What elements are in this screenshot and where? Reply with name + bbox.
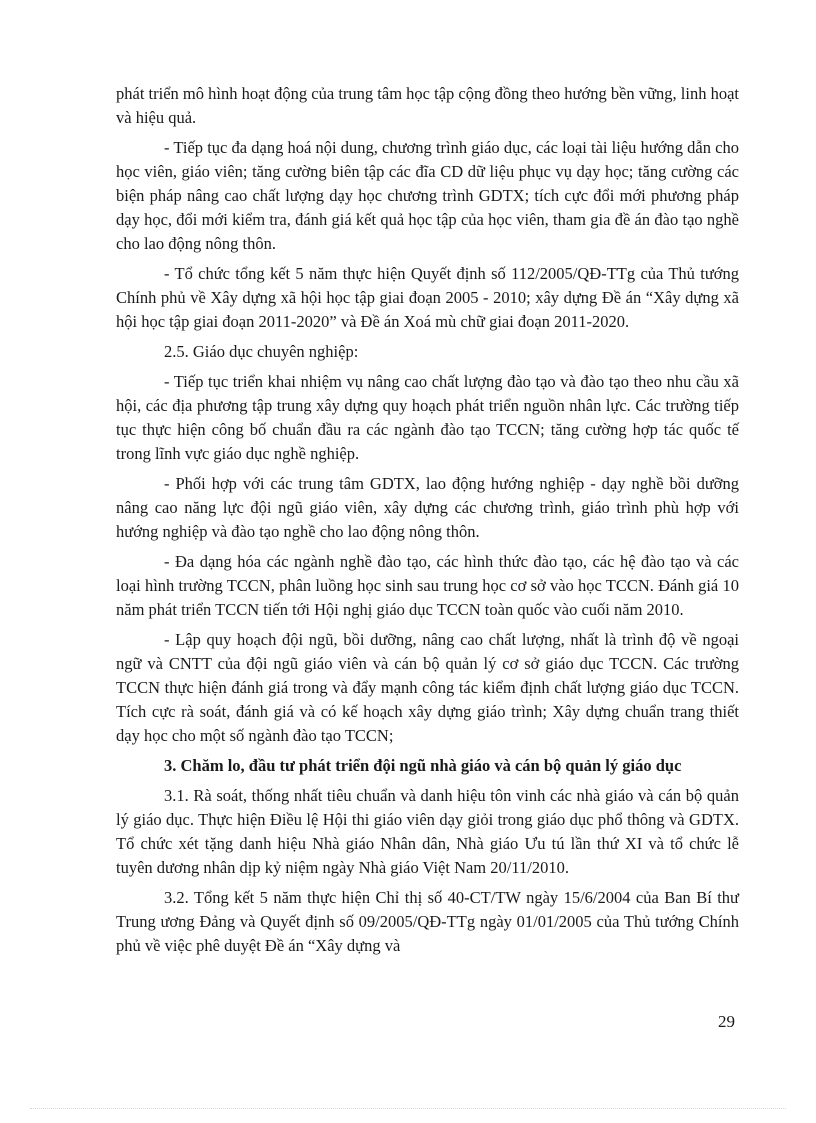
section-heading: 3. Chăm lo, đầu tư phát triển đội ngũ nhà giáo và cán bộ quản lý giáo dục <box>164 756 682 775</box>
paragraph: 3.1. Rà soát, thống nhất tiêu chuẩn và danh hiệu tôn vinh các nhà giáo và cán bộ quản lý giáo dục. Thực hiện Điều lệ Hội thi giáo viên dạy giỏi trong giáo dục phổ thông và GDTX. Tổ chức xét tặng danh hiệu Nhà giáo Nhân dân, Nhà giáo Ưu tú lần thứ XI và tổ chức lễ tuyên dương nhân dịp kỷ niệm ngày Nhà giáo Việt Nam 20/11/2010. <box>116 786 739 877</box>
paragraph: - Đa dạng hóa các ngành nghề đào tạo, các hình thức đào tạo, các hệ đào tạo và các loại hình trường TCCN, phân luồng học sinh sau trung học cơ sở vào học TCCN. Đánh giá 10 năm phát triển TCCN tiến tới Hội nghị giáo dục TCCN toàn quốc vào cuối năm 2010. <box>116 552 739 619</box>
page-bottom-divider <box>30 1108 786 1109</box>
paragraph: - Tổ chức tổng kết 5 năm thực hiện Quyết định số 112/2005/QĐ-TTg của Thủ tướng Chính phủ về Xây dựng xã hội học tập giai đoạn 2005 - 2010; xây dựng Đề án “Xây dựng xã hội học tập giai đoạn 2011-2020” và Đề án Xoá mù chữ giai đoạn 2011-2020. <box>116 264 739 331</box>
paragraph: - Phối hợp với các trung tâm GDTX, lao động hướng nghiệp - dạy nghề bồi dưỡng nâng cao năng lực đội ngũ giáo viên, xây dựng các chương trình, giáo trình phù hợp với hướng nghiệp và đào tạo nghề cho lao động nông thôn. <box>116 474 739 541</box>
page-number: 29 <box>718 1012 735 1031</box>
paragraph: 3.2. Tổng kết 5 năm thực hiện Chỉ thị số 40-CT/TW ngày 15/6/2004 của Ban Bí thư Trung ương Đảng và Quyết định số 09/2005/QĐ-TTg ngày 01/01/2005 của Thủ tướng Chính phủ về việc phê duyệt Đề án “Xây dựng và <box>116 888 739 955</box>
subsection-title: 2.5. Giáo dục chuyên nghiệp: <box>164 342 359 361</box>
paragraph: - Tiếp tục triển khai nhiệm vụ nâng cao chất lượng đào tạo và đào tạo theo nhu cầu xã hội, các địa phương tập trung xây dựng quy hoạch phát triển nguồn nhân lực. Các trường tiếp tục thực hiện công bố chuẩn đầu ra các ngành đào tạo TCCN; tăng cường hợp tác quốc tế trong lĩnh vực giáo dục nghề nghiệp. <box>116 372 739 463</box>
paragraph: - Tiếp tục đa dạng hoá nội dung, chương trình giáo dục, các loại tài liệu hướng dẫn cho học viên, giáo viên; tăng cường biên tập các đĩa CD dữ liệu phục vụ dạy học; tăng cường các biện pháp nâng cao chất lượng dạy học chương trình GDTX; tích cực đổi mới phương pháp dạy học, đổi mới kiểm tra, đánh giá kết quả học tập của học viên, tham gia đề án đào tạo nghề cho lao động nông thôn. <box>116 138 739 253</box>
document-body <box>116 82 739 964</box>
paragraph: phát triển mô hình hoạt động của trung tâm học tập cộng đồng theo hướng bền vững, linh hoạt và hiệu quả. <box>116 84 739 127</box>
paragraph: - Lập quy hoạch đội ngũ, bồi dưỡng, nâng cao chất lượng, nhất là trình độ về ngoại ngữ và CNTT của đội ngũ giáo viên và cán bộ quản lý cơ sở giáo dục TCCN. Các trường TCCN thực hiện đánh giá trong và đẩy mạnh công tác kiểm định chất lượng giáo dục TCCN. Tích cực rà soát, đánh giá và có kế hoạch xây dựng giáo trình; Xây dựng chuẩn trang thiết dạy học cho một số ngành đào tạo TCCN; <box>116 630 739 745</box>
